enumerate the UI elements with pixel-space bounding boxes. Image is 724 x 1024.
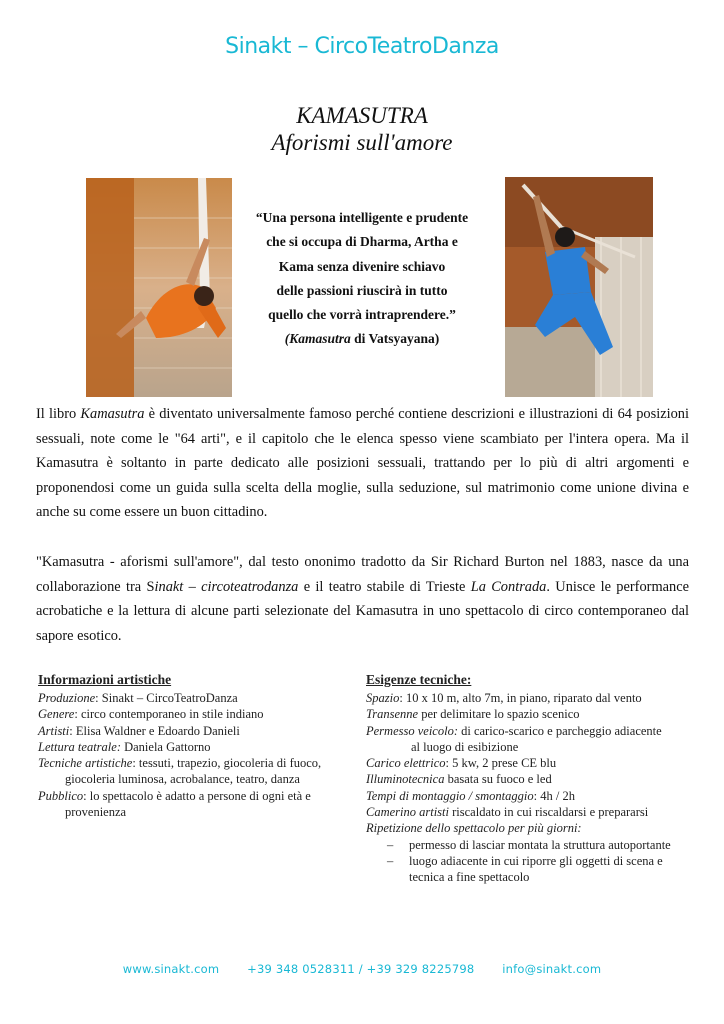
technical-requirements-section: [366, 671, 696, 886]
technical-row: [366, 690, 696, 706]
row-separator: :: [95, 691, 102, 705]
title-line-2: Aforismi sull'amore: [271, 130, 453, 155]
row-value: lo spettacolo è adatto a persone di ogni età e provenienza: [65, 788, 311, 820]
para-italic-text: La Contrada: [470, 578, 547, 595]
phone-numbers: +39 348 0528311 / +39 329 8225798: [247, 962, 475, 976]
para-text: è diventato universalmente famoso perché contiene descrizioni e illustrazioni di 64 posizioni sessuali, note come le "64 arti", e il capitolo che le elenca spesso viene scambiato per l'intera opera. Ma il Kamasutra è soltanto in parte dedicato alle posizioni sessuali, trattando per lo più di altri argomenti e proponendosi come un guida sulla scelta della moglie, sulla seduzione, sul matrimonio come unione divina e anche su come essere un buon cittadino.: [36, 406, 689, 520]
document-title: [0, 102, 724, 156]
row-label: Lettura teatrale:: [38, 739, 121, 754]
company-header: Sinakt – CircoTeatroDanza: [225, 34, 499, 59]
citation-author: di Vatsyayana): [350, 331, 440, 347]
citation-work: (Kamasutra: [284, 331, 351, 347]
repeat-show-label: [366, 820, 696, 836]
para-text: . Unisce le performance acrobatiche e la lettura di alcune parti selezionate del Kamasutra in uno spettacolo di circo contemporaneo dal sapore esotico.: [36, 578, 689, 644]
artistic-info-row: [38, 788, 338, 821]
row-value: per delimitare lo spazio scenico: [421, 707, 580, 722]
row-label: Camerino artisti: [366, 805, 449, 820]
row-value: tessuti, trapezio, giocoleria di fuoco, giocoleria luminosa, acrobalance, teatro, danza: [65, 756, 322, 787]
row-separator: :: [533, 788, 541, 803]
row-value: basata su fuoco e led: [447, 772, 552, 787]
row-separator: :: [445, 756, 453, 771]
row-value: 5 kw, 2 prese CE blu: [452, 756, 557, 771]
bullet-item: [366, 837, 696, 853]
row-value: 10 x 10 m, alto 7m, in piano, riparato dal vento: [405, 691, 642, 705]
technical-requirements-heading: Esigenze tecniche:: [366, 672, 472, 687]
quote-line: che si occupa di Dharma, Artha e: [266, 234, 458, 250]
artistic-info-row: [38, 690, 338, 706]
row-separator: :: [83, 788, 90, 803]
artistic-info-section: [38, 671, 338, 820]
bullet-text: luogo adiacente in cui riporre gli oggetti di scena e tecnica a fine spettacolo: [409, 853, 663, 885]
artistic-info-row: [38, 723, 338, 739]
quote-line: “Una persona intelligente e prudente: [255, 210, 469, 225]
website-link[interactable]: www.sinakt.com: [122, 962, 220, 976]
photo-aerial-silks-performer: [86, 178, 232, 397]
technical-row: [366, 755, 696, 771]
quote-citation: [236, 327, 488, 351]
row-value: riscaldato in cui riscaldarsi e prepararsi: [452, 805, 649, 820]
quote-line: Kama senza divenire schiavo: [278, 258, 446, 274]
para-text: "Kamasutra - aforismi sull'amore", dal testo ononimo tradotto da Sir Richard Burton nel 1883, nasce da una collaborazione tra S: [36, 554, 689, 595]
bullet-dash: –: [387, 853, 394, 868]
artistic-info-heading: Informazioni artistiche: [38, 672, 172, 687]
vehicle-permit-continuation: al luogo di esibizione: [411, 739, 519, 754]
quote-line: delle passioni riuscirà in tutto: [276, 282, 448, 298]
bullet-dash: –: [387, 837, 394, 852]
row-value: Elisa Waldner e Edoardo Danieli: [75, 723, 240, 738]
para-text: Il libro: [36, 406, 81, 422]
technical-row: [366, 771, 696, 787]
row-label: Artisti: [38, 723, 70, 738]
row-label: Pubblico: [38, 788, 84, 803]
row-label: Tempi di montaggio / smontaggio: [366, 788, 534, 803]
photo-trapeze-performer: [505, 177, 653, 397]
technical-row: [366, 788, 696, 804]
row-label: Ripetizione dello spettacolo per più giorni:: [366, 821, 582, 836]
row-separator: :: [132, 756, 139, 771]
artistic-info-row: [38, 739, 338, 755]
para-italic-text: inakt – circoteatrodanza: [154, 578, 299, 595]
technical-row: [366, 804, 696, 820]
intro-paragraph: [36, 402, 689, 525]
email-link[interactable]: info@sinakt.com: [502, 962, 602, 976]
artistic-info-row: [38, 755, 338, 788]
bullet-text: permesso di lasciar montata la struttura autoportante: [409, 837, 671, 852]
para-italic-text: Kamasutra: [80, 406, 145, 422]
row-label: Tecniche artistiche: [38, 756, 133, 771]
row-value: Sinakt – CircoTeatroDanza: [101, 691, 238, 705]
row-label: Produzione: [38, 691, 96, 705]
row-label: Transenne: [366, 707, 419, 722]
row-separator: :: [399, 691, 406, 705]
row-value: di carico-scarico e parcheggio adiacente: [461, 723, 662, 738]
row-value: circo contemporaneo in stile indiano: [80, 707, 264, 722]
row-separator: :: [69, 723, 76, 738]
para-text: e il teatro stabile di Trieste: [298, 578, 471, 595]
row-value: Daniela Gattorno: [124, 739, 211, 754]
row-label: Spazio: [366, 691, 400, 705]
quote-line: quello che vorrà intraprendere.”: [268, 307, 456, 323]
row-value: 4h / 2h: [540, 788, 575, 803]
row-separator: :: [74, 707, 81, 722]
bullet-item: [366, 853, 696, 886]
title-line-1: KAMASUTRA: [296, 103, 428, 128]
kamasutra-quote: [236, 206, 488, 352]
artistic-info-row: [38, 706, 338, 722]
contact-footer: [0, 962, 724, 976]
row-label: Carico elettrico: [366, 756, 446, 771]
technical-row: [366, 706, 696, 722]
row-label: Illuminotecnica: [366, 772, 445, 787]
row-label: Permesso veicolo:: [366, 723, 458, 738]
row-label: Genere: [38, 707, 75, 722]
technical-row: [366, 723, 696, 739]
show-description-paragraph: [36, 550, 689, 648]
